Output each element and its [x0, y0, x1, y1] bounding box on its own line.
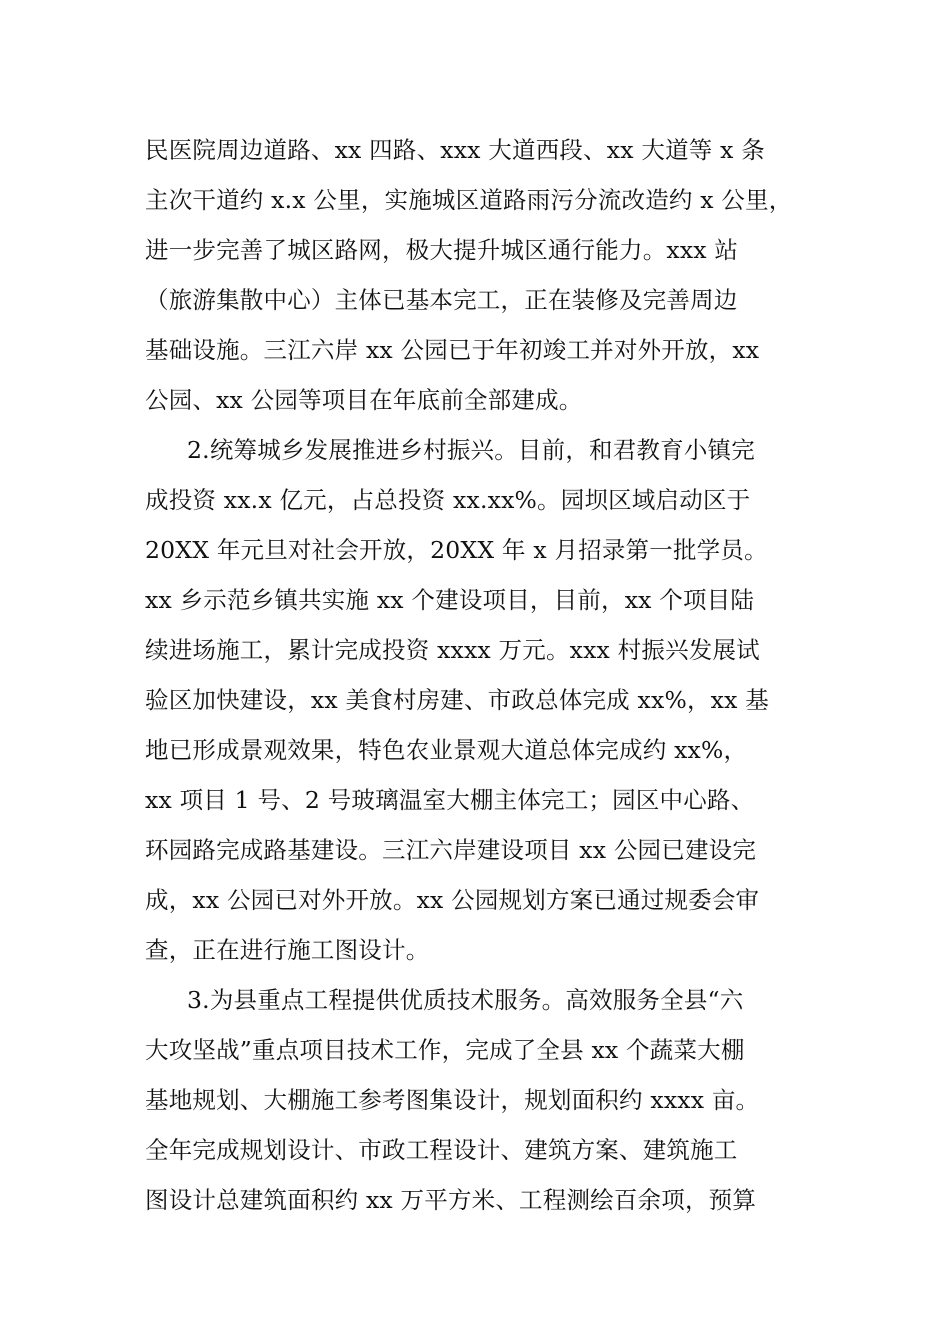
text-line: 公园、xx 公园等项目在年底前全部建成。 — [145, 386, 583, 414]
text-line: 图设计总建筑面积约 xx 万平方米、工程测绘百余项，预算 — [145, 1186, 757, 1214]
text-line: 查，正在进行施工图设计。 — [145, 936, 430, 964]
text-line: xx 乡示范乡镇共实施 xx 个建设项目，目前，xx 个项目陆 — [145, 586, 755, 614]
text-line: 大攻坚战”重点项目技术工作，完成了全县 xx 个蔬菜大棚 — [145, 1036, 745, 1064]
text-line: 进一步完善了城区路网，极大提升城区通行能力。xxx 站 — [145, 236, 739, 264]
text-line: 20XX 年元旦对社会开放，20XX 年 x 月招录第一批学员。 — [145, 536, 768, 564]
text-line: 地已形成景观效果，特色农业景观大道总体完成约 xx%， — [145, 736, 748, 764]
text-line: 基地规划、大棚施工参考图集设计，规划面积约 xxxx 亩。 — [145, 1086, 760, 1114]
paragraph-start-line: 2.统筹城乡发展推进乡村振兴。目前，和君教育小镇完 — [187, 436, 755, 464]
text-line: 民医院周边道路、xx 四路、xxx 大道西段、xx 大道等 x 条 — [145, 136, 765, 164]
text-line: （旅游集散中心）主体已基本完工，正在装修及完善周边 — [145, 286, 738, 314]
text-line: 主次干道约 x.x 公里，实施城区道路雨污分流改造约 x 公里， — [145, 186, 793, 214]
text-line: 验区加快建设，xx 美食村房建、市政总体完成 xx%，xx 基 — [145, 686, 769, 714]
text-line: 基础设施。三江六岸 xx 公园已于年初竣工并对外开放，xx — [145, 336, 760, 364]
text-line: 全年完成规划设计、市政工程设计、建筑方案、建筑施工 — [145, 1136, 738, 1164]
text-line: 续进场施工，累计完成投资 xxxx 万元。xxx 村振兴发展试 — [145, 636, 760, 664]
text-line: 环园路完成路基建设。三江六岸建设项目 xx 公园已建设完 — [145, 836, 757, 864]
text-line: 成，xx 公园已对外开放。xx 公园规划方案已通过规委会审 — [145, 886, 760, 914]
text-line: xx 项目 1 号、2 号玻璃温室大棚主体完工；园区中心路、 — [145, 786, 755, 814]
paragraph-start-line: 3.为县重点工程提供优质技术服务。高效服务全县“六 — [187, 986, 744, 1014]
text-line: 成投资 xx.x 亿元，占总投资 xx.xx%。园坝区域启动区于 — [145, 486, 751, 514]
body-text — [145, 125, 815, 1225]
